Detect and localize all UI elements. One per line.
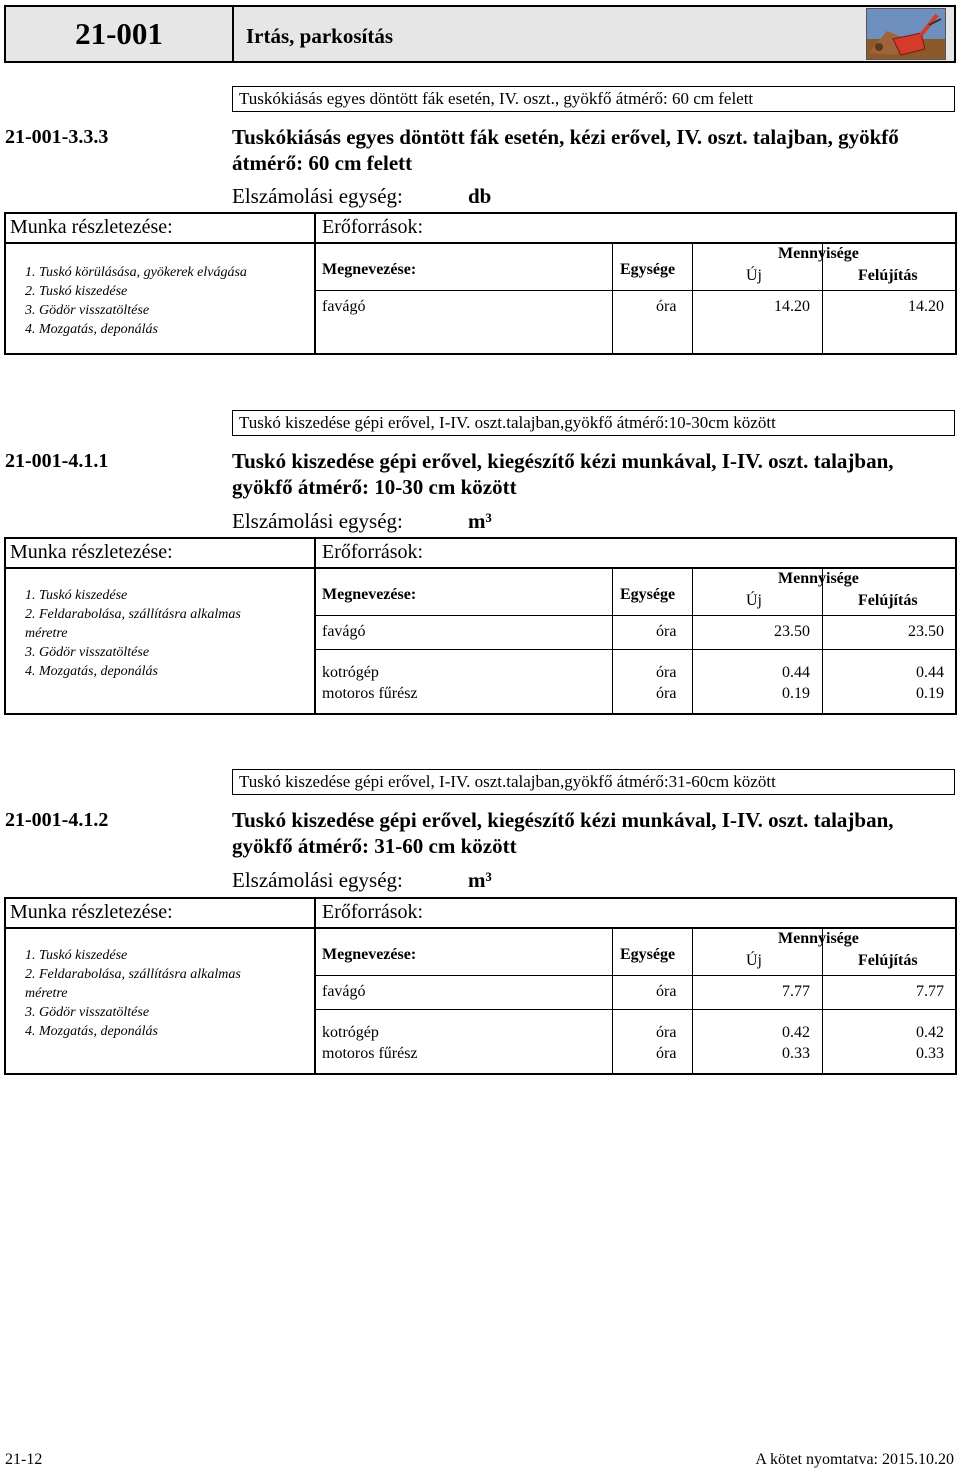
resources-heading: Erőforrások:	[322, 901, 424, 923]
group-title: Tuskó kiszedése gépi erővel, I-IV. oszt.talajban,gyökfő átmérő:10-30cm között	[232, 410, 955, 436]
resource-renov: 0.19	[916, 685, 944, 702]
unit-row	[232, 184, 491, 209]
group-title: Tuskókiásás egyes döntött fák esetén, IV. oszt., gyökfő átmérő: 60 cm felett	[232, 86, 955, 112]
resource-table	[4, 212, 957, 355]
resource-name: kotrógép	[322, 664, 379, 681]
resource-renov: 7.77	[916, 983, 944, 1000]
resource-new: 23.50	[774, 623, 810, 640]
work-details-heading: Munka részletezése:	[10, 901, 173, 923]
resources-heading: Erőforrások:	[322, 541, 424, 563]
work-details-heading: Munka részletezése:	[10, 216, 173, 238]
work-step: 3. Gödör visszatöltése	[25, 303, 150, 318]
resource-name: favágó	[322, 983, 366, 1000]
unit-value: db	[468, 184, 492, 208]
unit-label: Elszámolási egység:	[232, 509, 403, 533]
resource-new: 0.44	[782, 664, 810, 681]
work-step: 2. Feldarabolása, szállításra alkalmas	[25, 967, 241, 982]
work-steps	[25, 586, 241, 681]
work-steps	[25, 946, 241, 1041]
resource-renov: 0.33	[916, 1045, 944, 1062]
resource-new: 0.33	[782, 1045, 810, 1062]
resource-name: favágó	[322, 298, 366, 315]
work-details-heading: Munka részletezése:	[10, 541, 173, 563]
resource-unit: óra	[656, 685, 677, 702]
group-title: Tuskó kiszedése gépi erővel, I-IV. oszt.talajban,gyökfő átmérő:31-60cm között	[232, 769, 955, 795]
work-step: 3. Gödör visszatöltése	[25, 1005, 150, 1020]
work-step: 1. Tuskó körülásása, gyökerek elvágása	[25, 265, 247, 280]
col-unit-header: Egysége	[620, 586, 676, 603]
unit-label: Elszámolási egység:	[232, 868, 403, 892]
resource-table	[4, 897, 957, 1075]
unit-value: m³	[468, 868, 492, 892]
work-step: 1. Tuskó kiszedése	[25, 588, 128, 603]
resource-renov: 0.44	[916, 664, 944, 681]
col-name-header: Megnevezése:	[322, 946, 417, 963]
col-new-header: Új	[746, 267, 762, 284]
item-title: Tuskó kiszedése gépi erővel, kiegészítő kézi munkával, I-IV. oszt. talajban, gyökfő átmérő: 31-60 cm között	[232, 808, 894, 858]
page-header	[4, 5, 956, 63]
col-new-header: Új	[746, 592, 762, 609]
work-step: 4. Mozgatás, deponálás	[25, 322, 158, 337]
resource-renov: 0.42	[916, 1024, 944, 1041]
chapter-code: 21-001	[6, 7, 234, 61]
work-step: 2. Feldarabolása, szállításra alkalmas	[25, 607, 241, 622]
resource-name: kotrógép	[322, 1024, 379, 1041]
print-date: A kötet nyomtatva: 2015.10.20	[755, 1451, 954, 1468]
col-name-header: Megnevezése:	[322, 586, 417, 603]
resource-name: motoros fűrész	[322, 685, 418, 702]
unit-row	[232, 509, 492, 534]
col-renov-header: Felújítás	[858, 267, 918, 284]
unit-value: m³	[468, 509, 492, 533]
item-code: 21-001-4.1.1	[5, 450, 109, 472]
col-unit-header: Egysége	[620, 261, 676, 278]
resource-new: 0.19	[782, 685, 810, 702]
work-step: 1. Tuskó kiszedése	[25, 948, 128, 963]
resource-new: 0.42	[782, 1024, 810, 1041]
work-step: 4. Mozgatás, deponálás	[25, 664, 158, 679]
work-steps	[25, 263, 247, 339]
excavator-bucket-icon	[866, 8, 946, 60]
resource-table	[4, 537, 957, 715]
col-quantity-header: Mennyisége	[778, 570, 859, 587]
work-step: 4. Mozgatás, deponálás	[25, 1024, 158, 1039]
col-unit-header: Egysége	[620, 946, 676, 963]
resource-name: motoros fűrész	[322, 1045, 418, 1062]
work-step: 2. Tuskó kiszedése	[25, 284, 128, 299]
resource-unit: óra	[656, 298, 677, 315]
resource-new: 7.77	[782, 983, 810, 1000]
item-code: 21-001-4.1.2	[5, 809, 109, 831]
unit-label: Elszámolási egység:	[232, 184, 403, 208]
resource-unit: óra	[656, 983, 677, 1000]
col-quantity-header: Mennyisége	[778, 245, 859, 262]
resource-renov: 23.50	[908, 623, 944, 640]
item-title: Tuskókiásás egyes döntött fák esetén, kézi erővel, IV. oszt. talajban, gyökfő átmérő: 60 cm felett	[232, 125, 899, 175]
resource-unit: óra	[656, 623, 677, 640]
col-new-header: Új	[746, 952, 762, 969]
unit-row	[232, 868, 492, 893]
resources-heading: Erőforrások:	[322, 216, 424, 238]
work-step: méretre	[25, 626, 68, 641]
resource-unit: óra	[656, 1024, 677, 1041]
item-title: Tuskó kiszedése gépi erővel, kiegészítő kézi munkával, I-IV. oszt. talajban, gyökfő átmérő: 10-30 cm között	[232, 449, 894, 499]
col-quantity-header: Mennyisége	[778, 930, 859, 947]
resource-new: 14.20	[774, 298, 810, 315]
page-number: 21-12	[5, 1451, 43, 1468]
item-code: 21-001-3.3.3	[5, 126, 109, 148]
col-name-header: Megnevezése:	[322, 261, 417, 278]
work-step: 3. Gödör visszatöltése	[25, 645, 150, 660]
work-step: méretre	[25, 986, 68, 1001]
col-renov-header: Felújítás	[858, 952, 918, 969]
resource-unit: óra	[656, 664, 677, 681]
resource-renov: 14.20	[908, 298, 944, 315]
resource-unit: óra	[656, 1045, 677, 1062]
col-renov-header: Felújítás	[858, 592, 918, 609]
chapter-title: Irtás, parkosítás	[246, 24, 394, 48]
resource-name: favágó	[322, 623, 366, 640]
